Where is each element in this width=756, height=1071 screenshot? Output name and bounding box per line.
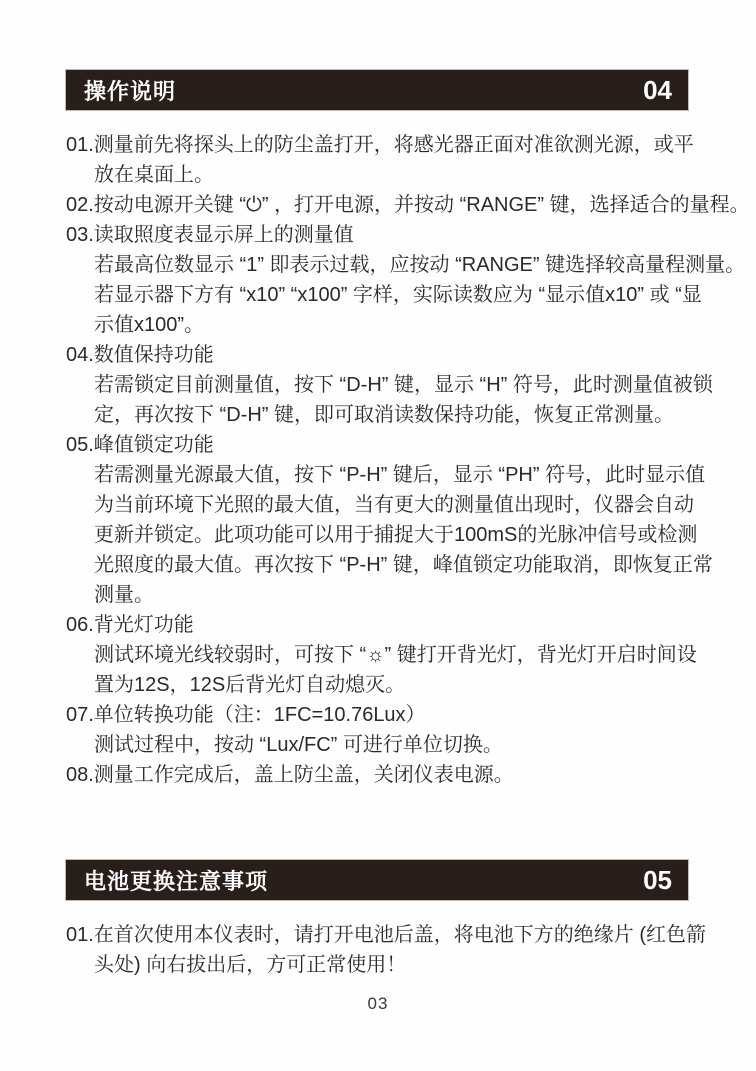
text-line: 02.按动电源开关键 “⏻” ，打开电源，并按动 “RANGE” 键，选择适合的量程。 [66, 194, 750, 216]
text-line: 更新并锁定。此项功能可以用于捕捉大于100mS的光脉冲信号或检测 [94, 524, 698, 546]
text-line: 03.读取照度表显示屏上的测量值 [66, 224, 354, 246]
text-line: 07.单位转换功能（注：1FC=10.76Lux） [66, 704, 426, 726]
text-line: 若最高位数显示 “1” 即表示过载，应按动 “RANGE” 键选择较高量程测量。 [94, 254, 746, 276]
text-line: 01.测量前先将探头上的防尘盖打开，将感光器正面对准欲测光源，或平 [66, 134, 694, 156]
section-page-number: 05 [643, 864, 672, 895]
text-line: 05.峰值锁定功能 [66, 434, 214, 456]
text-line: 光照度的最大值。再次按下 “P-H” 键，峰值锁定功能取消，即恢复正常 [94, 554, 713, 576]
page-content [66, 70, 750, 980]
text-line: 测试环境光线较弱时，可按下 “☼” 键打开背光灯，背光灯开启时间设 [94, 644, 697, 666]
section-title: 操作说明 [84, 78, 177, 104]
section-body [66, 920, 716, 980]
section-operating-instructions [66, 70, 750, 790]
text-line: 放在桌面上。 [94, 164, 214, 186]
text-line: 测量。 [94, 584, 154, 606]
section-title: 电池更换注意事项 [84, 868, 269, 894]
section-page-number: 04 [643, 74, 672, 105]
text-line: 08.测量工作完成后，盖上防尘盖，关闭仪表电源。 [66, 764, 514, 786]
text-line: 若需测量光源最大值，按下 “P-H” 键后，显示 “PH” 符号，此时显示值 [94, 464, 706, 486]
text-line: 若需锁定目前测量值，按下 “D-H” 键，显示 “H” 符号，此时测量值被锁 [94, 374, 713, 396]
text-line: 置为12S，12S后背光灯自动熄灭。 [94, 674, 406, 696]
footer-page-number: 03 [367, 994, 389, 1013]
text-line: 01.在首次使用本仪表时，请打开电池后盖，将电池下方的绝缘片 (红色箭 [66, 924, 707, 946]
text-line: 定，再次按下 “D-H” 键，即可取消读数保持功能，恢复正常测量。 [94, 404, 674, 426]
text-line: 头处) 向右拔出后，方可正常使用！ [94, 954, 407, 976]
section-header-bar [66, 70, 688, 110]
text-line: 06.背光灯功能 [66, 614, 194, 636]
section-battery-replacement-notes [66, 860, 716, 980]
text-line: 04.数值保持功能 [66, 344, 214, 366]
text-line: 示值x100”。 [94, 314, 205, 336]
section-body [66, 130, 750, 790]
section-header-bar [66, 860, 688, 900]
text-line: 为当前环境下光照的最大值，当有更大的测量值出现时，仪器会自动 [94, 494, 694, 516]
text-line: 测试过程中，按动 “Lux/FC” 可进行单位切换。 [94, 734, 503, 756]
text-line: 若显示器下方有 “x10” “x100” 字样，实际读数应为 “显示值x10” 或 “显 [94, 284, 702, 306]
